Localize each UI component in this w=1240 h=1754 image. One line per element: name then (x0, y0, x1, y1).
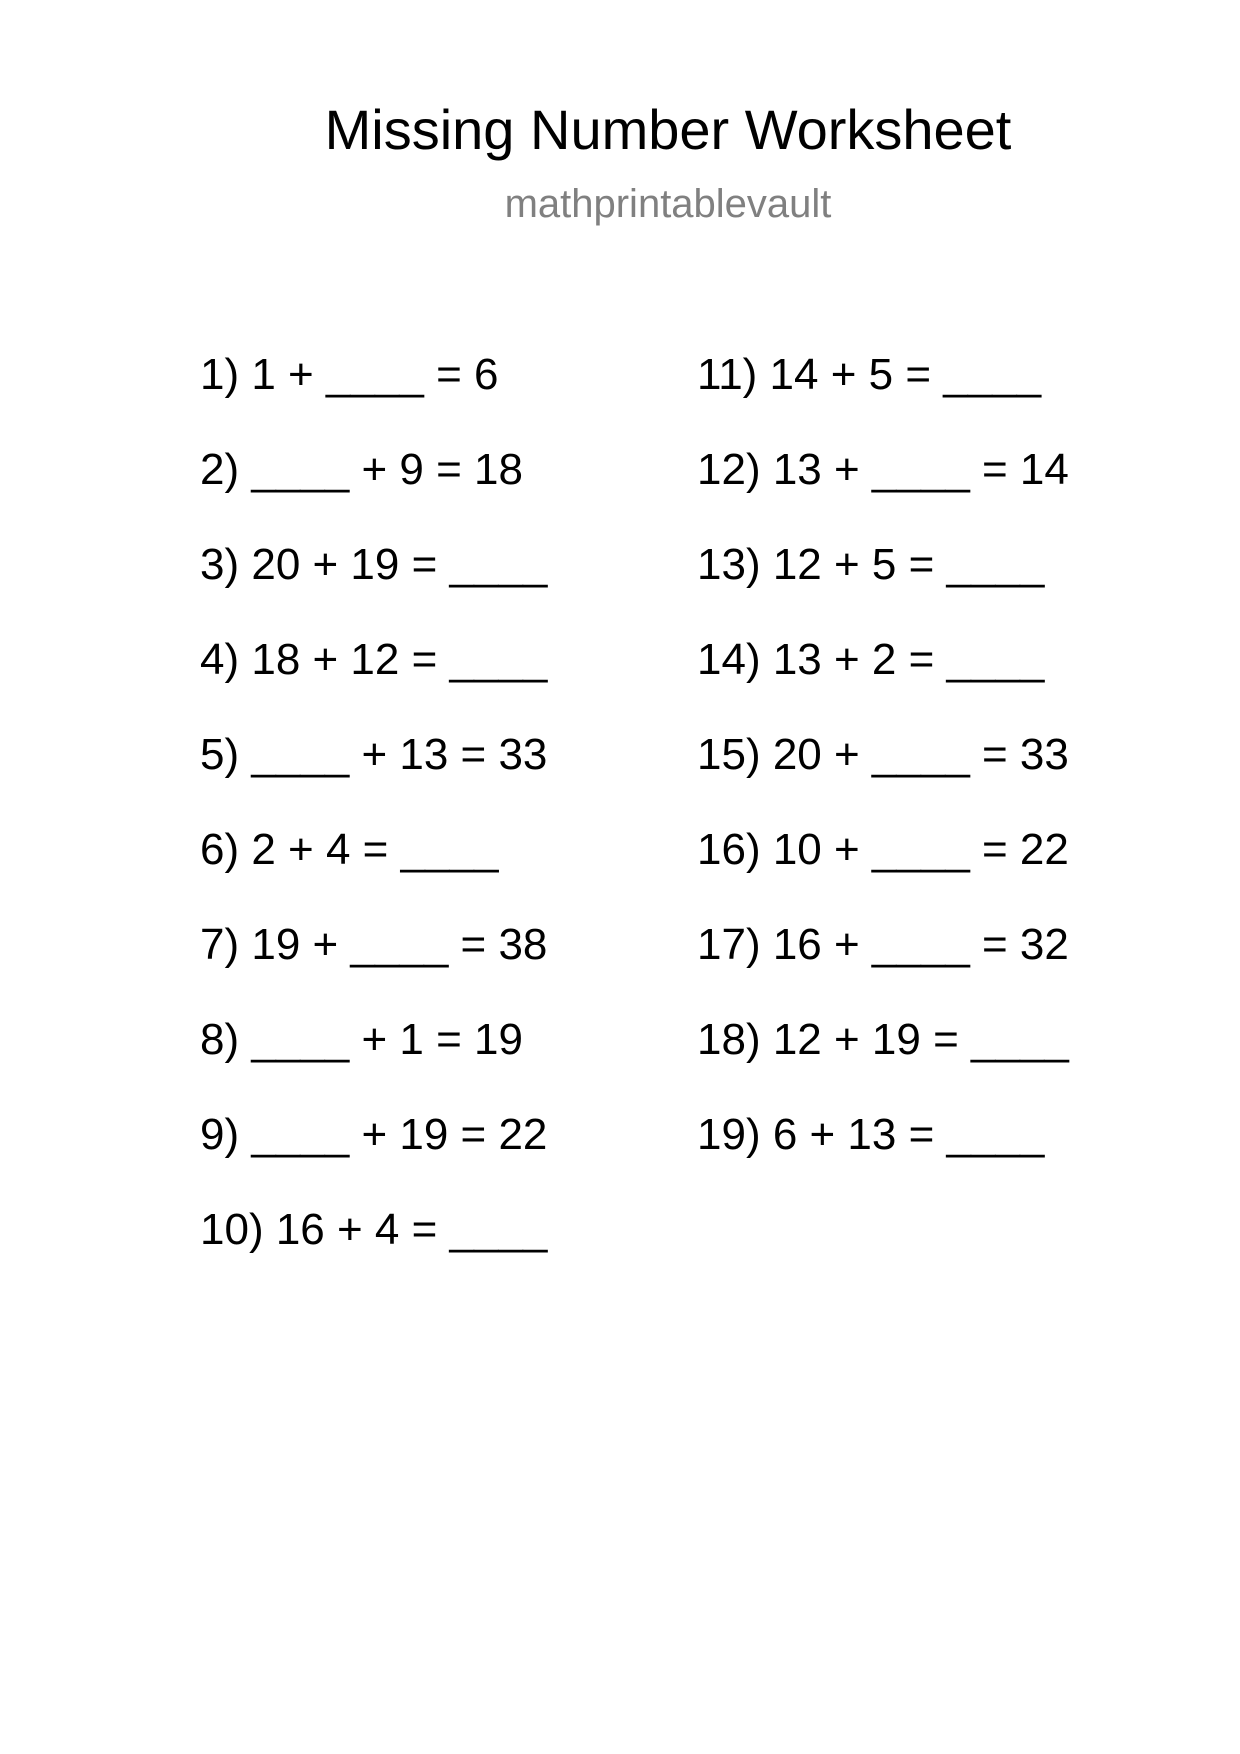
problem-7: 7) 19 + ____ = 38 (200, 920, 548, 969)
problem-11: 11) 14 + 5 = ____ (697, 350, 1042, 399)
problem-3: 3) 20 + 19 = ____ (200, 540, 548, 589)
problem-9: 9) ____ + 19 = 22 (200, 1110, 548, 1159)
problems-column-right (697, 345, 1177, 1200)
problem-5: 5) ____ + 13 = 33 (200, 730, 548, 779)
problem-14: 14) 13 + 2 = ____ (697, 635, 1045, 684)
problem-17: 17) 16 + ____ = 32 (697, 920, 1069, 969)
problem-10: 10) 16 + 4 = ____ (200, 1205, 548, 1254)
problem-2: 2) ____ + 9 = 18 (200, 445, 523, 494)
page-subtitle: mathprintablevault (504, 182, 832, 226)
problem-4: 4) 18 + 12 = ____ (200, 635, 548, 684)
problem-13: 13) 12 + 5 = ____ (697, 540, 1045, 589)
problem-18: 18) 12 + 19 = ____ (697, 1015, 1069, 1064)
problem-1: 1) 1 + ____ = 6 (200, 350, 499, 399)
problem-19: 19) 6 + 13 = ____ (697, 1110, 1045, 1159)
problem-16: 16) 10 + ____ = 22 (697, 825, 1069, 874)
problem-8: 8) ____ + 1 = 19 (200, 1015, 523, 1064)
problems-column-left (200, 345, 680, 1295)
problem-6: 6) 2 + 4 = ____ (200, 825, 499, 874)
page-title: Missing Number Worksheet (324, 98, 1012, 161)
problem-15: 15) 20 + ____ = 33 (697, 730, 1069, 779)
problem-12: 12) 13 + ____ = 14 (697, 445, 1069, 494)
